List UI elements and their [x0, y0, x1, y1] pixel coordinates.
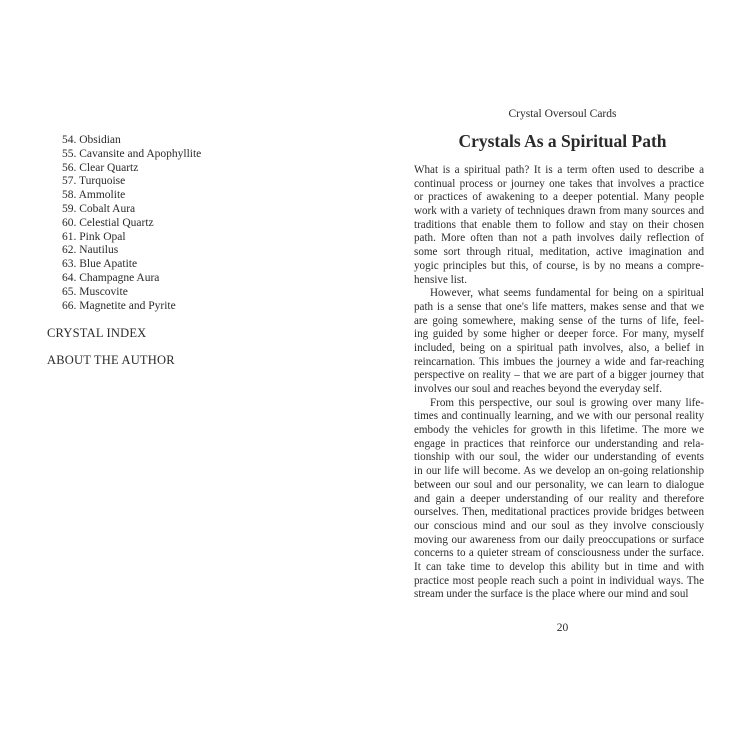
text-line: stream under the surface is the place where our mind and soul — [414, 588, 689, 601]
text-line: perspective on reality – that we are part of a bigger journey that — [414, 369, 704, 382]
text-line: yogic principles but this, of course, is by no means a compre- — [414, 259, 704, 272]
toc-item[interactable]: 60. Celestial Quartz — [62, 216, 154, 229]
text-line: or practices of awakening to a deeper potential. Many people — [414, 191, 704, 204]
text-line: It can take time to develop this ability but in time and with — [414, 560, 704, 573]
text-line: embody the vehicles for growth in this lifetime. The more we — [414, 424, 704, 437]
toc-item[interactable]: 66. Magnetite and Pyrite — [62, 299, 176, 312]
text-line: included, being on a spiritual path involves, also, a belief in — [414, 341, 704, 354]
toc-item[interactable]: 61. Pink Opal — [62, 230, 126, 243]
text-line: tionship with our soul, the wider our understanding of events — [414, 451, 704, 464]
text-line: From this perspective, our soul is growing over many life- — [430, 396, 704, 409]
toc-about-author[interactable]: ABOUT THE AUTHOR — [47, 353, 175, 367]
text-line: moving our awareness from our daily preoccupations or surface — [414, 533, 704, 546]
text-line: ing guided by some higher or deeper force. For many, myself — [414, 328, 704, 341]
right-page — [375, 0, 750, 750]
text-line: times and continually learning, and we with our personal reality — [414, 410, 704, 423]
text-line: involves our soul and reaches beyond the everyday self. — [414, 383, 662, 395]
toc-item[interactable]: 58. Ammolite — [62, 189, 126, 202]
toc-item[interactable]: 59. Cobalt Aura — [62, 202, 136, 215]
text-line: some sort through ritual, meditation, active imagination and — [414, 246, 704, 259]
running-header: Crystal Oversoul Cards — [508, 108, 617, 120]
text-line: and gain a deeper understanding of our reality and therefore — [414, 492, 704, 505]
toc-item[interactable]: 57. Turquoise — [62, 175, 126, 188]
text-line: ourselves. Then, meditational practices provide bridges between — [414, 506, 704, 519]
toc-crystal-index[interactable]: CRYSTAL INDEX — [47, 326, 147, 340]
toc-item[interactable]: 62. Nautilus — [62, 244, 119, 257]
text-line: are going somewhere, making sense of the turns of life, feel- — [414, 314, 704, 327]
text-line: engage in practices that reinforce our understanding and rela- — [414, 437, 704, 450]
toc-item[interactable]: 54. Obsidian — [62, 134, 121, 146]
page-number: 20 — [556, 622, 569, 634]
text-line: between our soul and our personality, we can learn to dialogue — [414, 478, 704, 491]
text-line: However, what seems fundamental for being on a spiritual — [430, 287, 704, 300]
text-line: path. More often than not a path involves daily reflection of — [414, 232, 704, 245]
text-line: reincarnation. This imbues the journey a wide and far-reaching — [414, 355, 704, 368]
toc-item[interactable]: 55. Cavansite and Apophyllite — [62, 147, 202, 160]
text-line: concerns to a quieter stream of consciousness under the surface. — [414, 547, 704, 560]
text-line: What is a spiritual path? It is a term often used to describe a — [414, 164, 704, 176]
text-line: path is a sense that one's life matters, makes sense and that we — [414, 300, 704, 313]
toc-list — [62, 134, 201, 313]
text-line: practice most people reach such a point in individual ways. The — [414, 574, 704, 587]
toc-item[interactable]: 63. Blue Apatite — [62, 258, 138, 271]
text-line: our conscious mind and our soul as they involve consciously — [414, 519, 704, 532]
text-line: hensive list. — [414, 273, 467, 286]
body-text — [414, 164, 704, 602]
toc-item[interactable]: 65. Muscovite — [62, 285, 128, 298]
toc-item[interactable]: 56. Clear Quartz — [62, 161, 139, 174]
toc-item[interactable]: 64. Champagne Aura — [62, 271, 160, 284]
text-line: in our life will become. As we develop an on-going relationship — [414, 465, 704, 478]
text-line: work with a variety of techniques drawn from many sources and — [414, 205, 704, 218]
text-line: continual process or journey one takes that involves a practice — [414, 177, 704, 190]
chapter-title: Crystals As a Spiritual Path — [458, 131, 667, 151]
text-line: traditions that enable them to follow and stay on their chosen — [414, 218, 704, 231]
